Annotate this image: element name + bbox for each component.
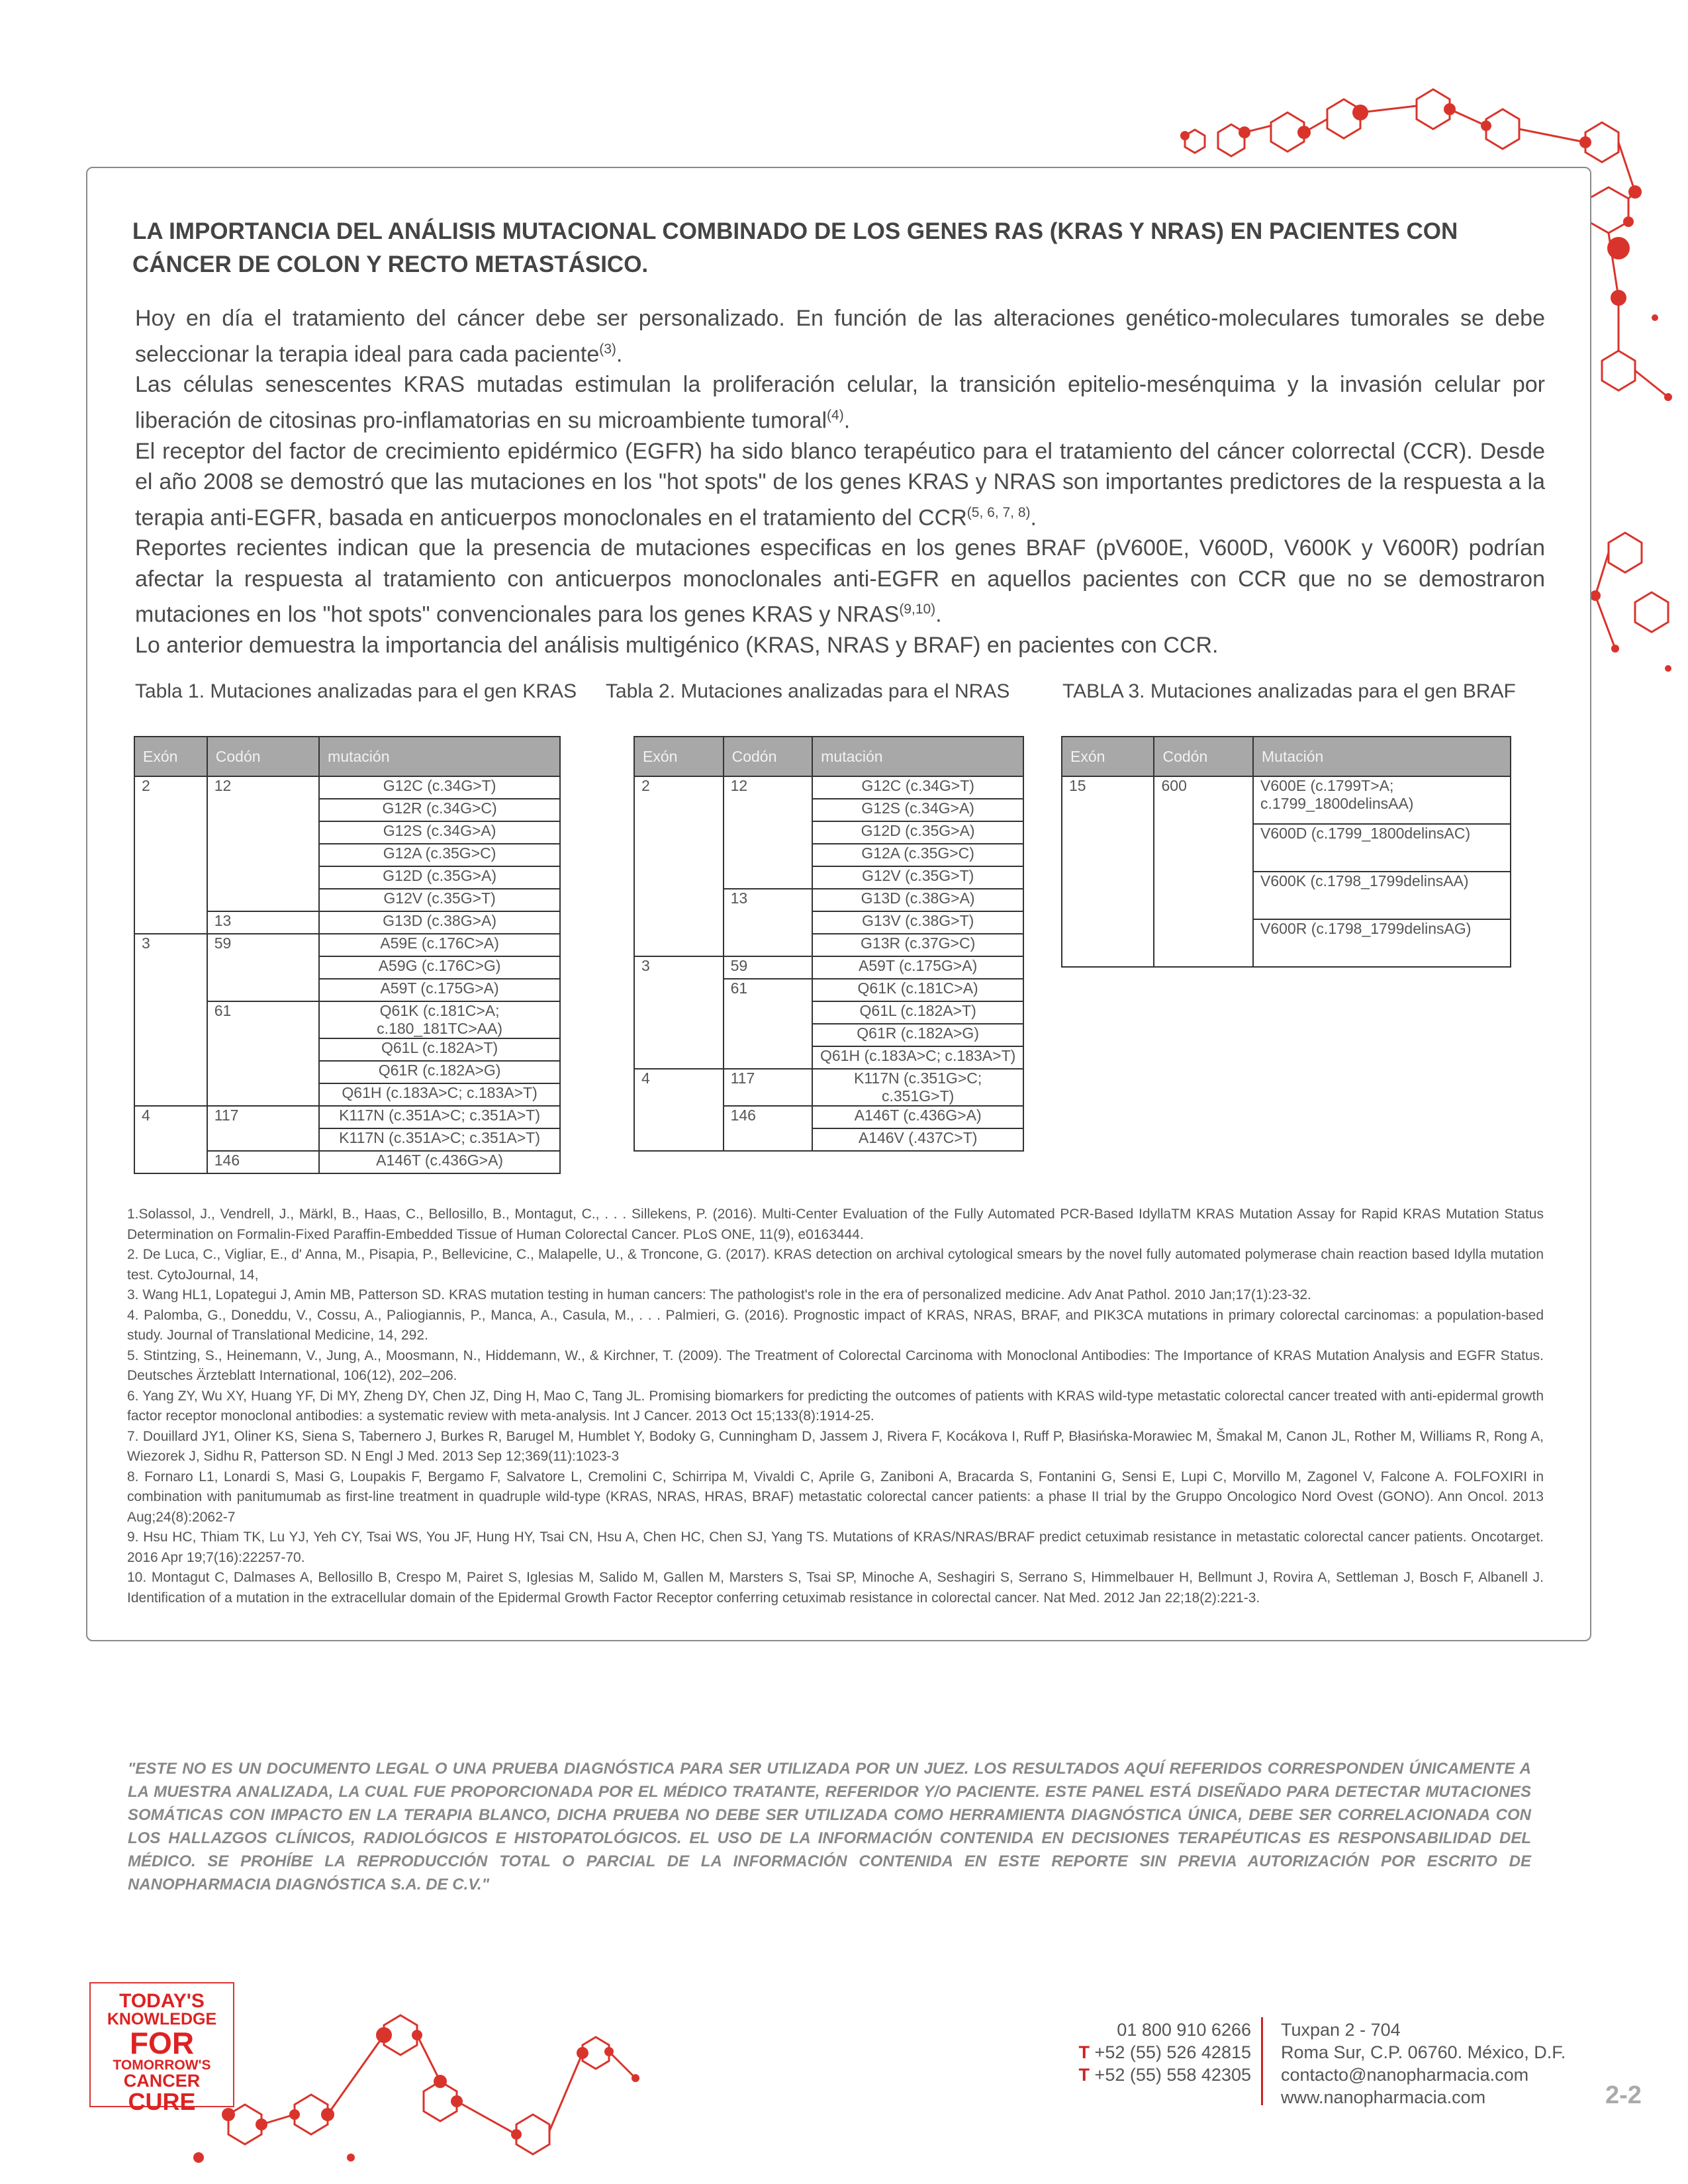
nras-cell-codon: 12 [724,776,813,799]
kras-cell-codon: 59 [207,934,319,956]
nras-cell-mutation: Q61R (c.182A>G) [812,1024,1023,1046]
table-row [634,799,1023,821]
nras-cell-codon: 117 [724,1069,813,1106]
citation-5-8: (5, 6, 7, 8) [966,504,1031,520]
table-row [634,1046,1023,1069]
kras-mutation-table [134,736,561,1174]
kras-cell-exon [134,821,207,844]
citation-9-10: (9,10) [899,602,936,617]
nras-cell-exon [634,821,724,844]
table-row [134,866,560,889]
kras-cell-exon [134,889,207,911]
paragraph-5: Lo anterior demuestra la importancia del análisis multigénico (KRAS, NRAS y BRAF) en pacientes con CCR. [135,633,1219,659]
table-row [134,1151,560,1173]
brand-logo [89,1982,234,2115]
reference-item: 6. Yang ZY, Wu XY, Huang YF, Di MY, Zheng DY, Chen JZ, Ding H, Mao C, Tang JL. Promising biomarkers for predicting the outcomes of patients with KRAS wild-type metastatic colorectal cancer treated with anti-epidermal growth factor receptor monoclonal antibodies: a systematic review with meta-analysis. Int J Cancer. 2013 Oct 15;133(8):1914-25. [127,1388,1544,1424]
table-row [634,866,1023,889]
nras-cell-exon [634,844,724,866]
kras-cell-codon: 117 [207,1106,319,1128]
nras-cell-mutation: G13D (c.38G>A) [812,889,1023,911]
table-row [134,1061,560,1083]
reference-item: 7. Douillard JY1, Oliner KS, Siena S, Tabernero J, Burkes R, Barugel M, Humblet Y, Bodoky G, Cunningham D, Jassem J, Rivera F, Kocákova I, Ruff P, Błasińska-Morawiec M, Šmakal M, Canon JL, Rother M, Williams R, Rong A, Wiezorek J, Sidhu R, Patterson SD. N Engl J Med. 2013 Sep 12;369(11):1023-3 [127,1428,1544,1464]
kras-cell-exon [134,1038,207,1061]
nras-cell-exon [634,799,724,821]
contact-phones [1049,2019,1251,2086]
nras-cell-exon: 4 [634,1069,724,1106]
nras-cell-mutation: G13V (c.38G>T) [812,911,1023,934]
kras-cell-codon [207,979,319,1001]
braf-cell-codon [1154,872,1253,919]
address-line-1: Tuxpan 2 - 704 [1281,2020,1401,2040]
kras-cell-mutation: A59E (c.176C>A) [319,934,560,956]
kras-cell-mutation: Q61L (c.182A>T) [319,1038,560,1061]
nras-cell-codon [724,934,813,956]
braf-cell-codon: 600 [1154,776,1253,824]
reference-item: 2. De Luca, C., Vigliar, E., d' Anna, M., Pisapia, P., Bellevicine, C., Malapelle, U., & Troncone, G. (2017). KRAS detection on archival cytological smears by the novel fully automated polymerase chain reaction based Idylla mutation test. CytoJournal, 14, [127,1247,1544,1283]
kras-cell-codon: 61 [207,1001,319,1038]
table-row [634,776,1023,799]
nras-cell-mutation: G12V (c.35G>T) [812,866,1023,889]
kras-cell-codon [207,866,319,889]
contact-email[interactable]: contacto@nanopharmacia.com [1281,2065,1529,2085]
braf-cell-mutation: V600D (c.1799_1800delinsAC) [1253,824,1511,872]
nras-cell-codon [724,1024,813,1046]
nras-cell-mutation: G12A (c.35G>C) [812,844,1023,866]
citation-4: (4) [827,407,844,423]
kras-cell-exon [134,1151,207,1173]
nras-cell-codon [724,1128,813,1151]
table-row [634,1001,1023,1024]
kras-table-caption: Tabla 1. Mutaciones analizadas para el gen KRAS [135,680,577,702]
phone-2: +52 (55) 558 42305 [1094,2065,1251,2085]
kras-cell-mutation: A59G (c.176C>G) [319,956,560,979]
kras-cell-mutation: G13D (c.38G>A) [319,911,560,934]
nras-cell-mutation: G12D (c.35G>A) [812,821,1023,844]
nras-cell-mutation: G13R (c.37G>C) [812,934,1023,956]
paragraph-3-text: El receptor del factor de crecimiento epidérmico (EGFR) ha sido blanco terapéutico para el tratamiento del cáncer colorrectal (CCR). Desde el año 2008 se demostró que las mutaciones en los "hot spots" de los genes KRAS y NRAS son importantes predictores de la respuesta a la terapia anti-EGFR, basada en anticuerpos monoclonales en el tratamiento del CCR [135,438,1545,530]
table-row [134,821,560,844]
paragraph-4-text: Reportes recientes indican que la presencia de mutaciones especificas en los genes BRAF (pV600E, V600D, V600K y V600R) podrían afectar la respuesta al tratamiento con anticuerpos monoclonales anti-EGFR en aquellos pacientes con CCR que no se demostraron mutaciones en los "hot spots" convencionales para los genes KRAS y NRAS [135,535,1545,627]
kras-cell-codon: 146 [207,1151,319,1173]
kras-cell-mutation: G12R (c.34G>C) [319,799,560,821]
braf-cell-exon [1062,872,1154,919]
logo-line-5: CANCER [123,2071,201,2091]
nras-cell-codon: 59 [724,956,813,979]
kras-cell-exon [134,1001,207,1038]
kras-cell-mutation: A59T (c.175G>A) [319,979,560,1001]
logo-line-2: KNOWLEDGE [107,2010,217,2028]
nras-cell-exon [634,1046,724,1069]
kras-cell-exon: 2 [134,776,207,799]
reference-item: 9. Hsu HC, Thiam TK, Lu YJ, Yeh CY, Tsai WS, You JF, Hung HY, Tsai CN, Hsu A, Chen HC, Chen SJ, Yang TS. Mutations of KRAS/NRAS/BRAF predict cetuximab resistance in metastatic colorectal cancer patients. Oncotarget. 2016 Apr 19;7(16):22257-70. [127,1529,1544,1565]
reference-item: 10. Montagut C, Dalmases A, Bellosillo B, Crespo M, Pairet S, Iglesias M, Salido M, Gallen M, Marsters S, Tsai SP, Minoche A, Seshagiri S, Serrano S, Himmelbauer H, Bellmunt J, Rovira A, Settleman J, Bosch F, Albanell J. Identification of a mutation in the extracellular domain of the Epidermal Growth Factor Receptor conferring cetuximab resistance in colorectal cancer. Nat Med. 2012 Jan 22;18(2):221-3. [127,1570,1544,1606]
phone-1: +52 (55) 526 42815 [1094,2042,1251,2062]
table-row [134,956,560,979]
table-row [634,956,1023,979]
braf-header-mutation: Mutación [1253,737,1511,776]
kras-header-mutation: mutación [319,737,560,776]
kras-cell-mutation: G12V (c.35G>T) [319,889,560,911]
table-row [1062,872,1511,919]
paragraph-3: El receptor del factor de crecimiento epidérmico (EGFR) ha sido blanco terapéutico para el tratamiento del cáncer colorrectal (CCR). Desde el año 2008 se demostró que las mutaciones en los "hot spots" de los genes KRAS y NRAS son importantes predictores de la respuesta a la terapia anti-EGFR, basada en anticuerpos monoclonales en el tratamiento del CCR$^{(5, 6, 7, 8)}$. [135,438,1545,530]
kras-cell-codon [207,1061,319,1083]
logo-line-4: TOMORROW'S [113,2058,211,2073]
references-list [127,1205,1544,1608]
citation-3: (3) [599,341,616,357]
table-row [634,889,1023,911]
table-row [134,1083,560,1106]
braf-cell-mutation: V600K (c.1798_1799delinsAA) [1253,872,1511,919]
kras-cell-mutation: Q61H (c.183A>C; c.183A>T) [319,1083,560,1106]
kras-cell-exon: 4 [134,1106,207,1128]
nras-header-exon: Exón [634,737,724,776]
table-row [634,934,1023,956]
nras-table-caption: Tabla 2. Mutaciones analizadas para el NRAS [606,680,1010,702]
kras-cell-codon: 13 [207,911,319,934]
braf-cell-mutation: V600R (c.1798_1799delinsAG) [1253,919,1511,967]
kras-cell-mutation: G12D (c.35G>A) [319,866,560,889]
kras-cell-exon: 3 [134,934,207,956]
kras-cell-exon [134,911,207,934]
nras-cell-mutation: A146T (c.436G>A) [812,1106,1023,1128]
table-row [134,776,560,799]
table-row [134,911,560,934]
kras-cell-exon [134,1061,207,1083]
table-row [134,844,560,866]
braf-cell-codon [1154,919,1253,967]
nras-cell-codon [724,911,813,934]
phone-2-row [1049,2064,1251,2086]
nras-cell-codon: 146 [724,1106,813,1128]
nras-cell-codon [724,1001,813,1024]
kras-cell-exon [134,1128,207,1151]
table-row [634,821,1023,844]
nras-cell-codon [724,821,813,844]
braf-header-codon: Codón [1154,737,1253,776]
table-row [134,1128,560,1151]
nras-cell-codon [724,844,813,866]
phone-1-row [1049,2041,1251,2064]
paragraph-4: Reportes recientes indican que la presencia de mutaciones especificas en los genes BRAF (pV600E, V600D, V600K y V600R) podrían afectar la respuesta al tratamiento con anticuerpos monoclonales anti-EGFR en aquellos pacientes con CCR que no se demostraron mutaciones en los "hot spots" convencionales para los genes KRAS y NRAS$^{(9,10)}$. [135,535,1545,627]
kras-header-codon: Codón [207,737,319,776]
reference-item: 8. Fornaro L1, Lonardi S, Masi G, Loupakis F, Bergamo F, Salvatore L, Cremolini C, Schirripa M, Vivaldi C, Aprile G, Zaniboni A, Bracarda S, Fontanini G, Sensi E, Lupi C, Morvillo M, Zagonel V, Falcone A. FOLFOXIRI in combination with panitumumab as first-line treatment in quadruple wild-type (KRAS, NRAS, HRAS, BRAF) metastatic colorectal cancer patients: a phase II trial by the Gruppo Oncologico Nord Ovest (GONO). Ann Oncol. 2013 Aug;24(8):2062-7 [127,1469,1544,1525]
page-title: LA IMPORTANCIA DEL ANÁLISIS MUTACIONAL COMBINADO DE LOS GENES RAS (KRAS Y NRAS) EN PACIENTES CON CÁNCER DE COLON Y RECTO METASTÁSICO. [132,218,1458,277]
table-row [134,799,560,821]
kras-cell-mutation: Q61K (c.181C>A; c.180_181TC>AA) [319,1001,560,1038]
braf-cell-mutation: V600E (c.1799T>A; c.1799_1800delinsAA) [1253,776,1511,824]
nras-cell-codon [724,866,813,889]
kras-cell-exon [134,799,207,821]
nras-cell-exon [634,911,724,934]
reference-item: 1.Solassol, J., Vendrell, J., Märkl, B., Haas, C., Bellosillo, B., Montagut, C., . . . Sillekens, P. (2016). Multi-Center Evaluation of the Fully Automated PCR-Based IdyllaTM KRAS Mutation Assay for Rapid KRAS Mutation Status Determination on Formalin-Fixed Paraffin-Embedded Tissue of Human Colorectal Cancer. PLoS ONE, 11(9), e0163444. [127,1206,1544,1242]
kras-cell-codon [207,821,319,844]
nras-cell-exon [634,934,724,956]
contact-divider [1261,2017,1263,2105]
nras-header-codon: Codón [724,737,813,776]
phone-main: 01 800 910 6266 [1117,2020,1251,2040]
paragraph-2: Las células senescentes KRAS mutadas estimulan la proliferación celular, la transición epitelio-mesénquima y la invasión celular por liberación de citosinas pro-inflamatorias en su microambiente tumoral$^{(4)}$. [135,372,1545,433]
table-row [134,934,560,956]
nras-cell-exon [634,889,724,911]
body-text [135,303,1545,661]
nras-header-mutation: mutación [812,737,1023,776]
braf-cell-exon [1062,824,1154,872]
table-row [134,889,560,911]
page-number: 2-2 [1605,2081,1642,2109]
kras-cell-codon [207,1128,319,1151]
nras-cell-mutation: G12C (c.34G>T) [812,776,1023,799]
paragraph-2-text: Las células senescentes KRAS mutadas estimulan la proliferación celular, la transición epitelio-mesénquima y la invasión celular por liberación de citosinas pro-inflamatorias en su microambiente tumoral [135,372,1545,433]
kras-cell-mutation: K117N (c.351A>C; c.351A>T) [319,1128,560,1151]
nras-cell-exon: 2 [634,776,724,799]
kras-cell-codon [207,889,319,911]
nras-cell-mutation: K117N (c.351G>C; c.351G>T) [812,1069,1023,1106]
logo-line-6: CURE [128,2088,196,2115]
table-row [634,911,1023,934]
kras-cell-mutation: G12S (c.34G>A) [319,821,560,844]
kras-cell-exon [134,844,207,866]
table-row [1062,776,1511,824]
nras-cell-mutation: Q61H (c.183A>C; c.183A>T) [812,1046,1023,1069]
nras-cell-exon [634,1024,724,1046]
kras-cell-exon [134,1083,207,1106]
table-row [634,1106,1023,1128]
nras-cell-mutation: G12S (c.34G>A) [812,799,1023,821]
table-row [134,1001,560,1038]
nras-cell-mutation: Q61K (c.181C>A) [812,979,1023,1001]
kras-cell-codon: 12 [207,776,319,799]
contact-website[interactable]: www.nanopharmacia.com [1281,2087,1486,2107]
kras-cell-codon [207,1083,319,1106]
nras-cell-exon [634,1128,724,1151]
table-row [634,1069,1023,1106]
kras-cell-exon [134,956,207,979]
reference-item: 4. Palomba, G., Doneddu, V., Cossu, A., Paliogiannis, P., Manca, A., Casula, M., . . . Palmieri, G. (2016). Prognostic impact of KRAS, NRAS, BRAF, and PIK3CA mutations in primary colorectal carcinomas: a population-based study. Journal of Translational Medicine, 14, 292. [127,1307,1544,1343]
braf-cell-exon [1062,919,1154,967]
address-line-2: Roma Sur, C.P. 06760. México, D.F. [1281,2042,1566,2062]
table-row [634,1024,1023,1046]
braf-mutation-table [1061,736,1511,968]
phone-label-2: T [1078,2065,1090,2085]
table-row [1062,824,1511,872]
paragraph-1-text: Hoy en día el tratamiento del cáncer debe ser personalizado. En función de las alteraciones genético-moleculares tumorales se debe seleccionar la terapia ideal para cada paciente [135,306,1545,367]
table-row [134,1106,560,1128]
kras-cell-exon [134,979,207,1001]
kras-cell-mutation: Q61R (c.182A>G) [319,1061,560,1083]
braf-header-exon: Exón [1062,737,1154,776]
legal-disclaimer: "ESTE NO ES UN DOCUMENTO LEGAL O UNA PRUEBA DIAGNÓSTICA PARA SER UTILIZADA POR UN JUEZ. LOS RESULTADOS AQUÍ REFERIDOS CORRESPONDEN ÚNICAMENTE A LA MUESTRA ANALIZADA, LA CUAL FUE PROPORCIONADA POR EL MÉDICO TRATANTE, REFERIDOR Y/O PACIENTE. ESTE PANEL ESTÁ DISEÑADO PARA DETECTAR MUTACIONES SOMÁTICAS CON IMPACTO EN LA TERAPIA BLANCO, DICHA PRUEBA NO DEBE SER UTILIZADA COMO HERRAMIENTA DIAGNÓSTICA ÚNICA, DEBE SER CORRELACIONADA CON LOS HALLAZGOS CLÍNICOS, RADIOLÓGICOS E HISTOPATOLÓGICOS. EL USO DE LA INFORMACIÓN CONTENIDA EN DECISIONES TERAPÉUTICAS ES RESPONSABILIDAD DEL MÉDICO. SE PROHÍBE LA REPRODUCCIÓN TOTAL O PARCIAL DE LA INFORMACIÓN CONTENIDA EN ESTE REPORTE SIN PREVIA AUTORIZACIÓN POR ESCRITO DE NANOPHARMACIA DIAGNÓSTICA S.A. DE C.V." [128,1760,1531,1893]
table-row [634,844,1023,866]
nras-cell-exon: 3 [634,956,724,979]
kras-cell-codon [207,799,319,821]
table-row [134,1038,560,1061]
nras-cell-mutation: Q61L (c.182A>T) [812,1001,1023,1024]
kras-cell-codon [207,956,319,979]
braf-cell-codon [1154,824,1253,872]
reference-item: 3. Wang HL1, Lopategui J, Amin MB, Patterson SD. KRAS mutation testing in human cancers: The pathologist's role in the era of personalized medicine. Adv Anat Pathol. 2010 Jan;17(1):23-32. [127,1287,1311,1302]
logo-line-3: FOR [129,2026,195,2060]
kras-cell-mutation: A146T (c.436G>A) [319,1151,560,1173]
kras-cell-codon [207,844,319,866]
kras-cell-mutation: G12C (c.34G>T) [319,776,560,799]
phone-label-1: T [1078,2042,1090,2062]
table-row [634,979,1023,1001]
table-row [634,1128,1023,1151]
kras-cell-codon [207,1038,319,1061]
nras-cell-exon [634,1001,724,1024]
kras-header-exon: Exón [134,737,207,776]
nras-cell-codon: 13 [724,889,813,911]
nras-cell-codon: 61 [724,979,813,1001]
kras-cell-exon [134,866,207,889]
nras-cell-mutation: A146V (.437C>T) [812,1128,1023,1151]
nras-mutation-table [633,736,1024,1152]
kras-cell-mutation: K117N (c.351A>C; c.351A>T) [319,1106,560,1128]
table-row [1062,919,1511,967]
nras-cell-mutation: A59T (c.175G>A) [812,956,1023,979]
nras-cell-exon [634,1106,724,1128]
braf-cell-exon: 15 [1062,776,1154,824]
nras-cell-codon [724,799,813,821]
paragraph-1: Hoy en día el tratamiento del cáncer debe ser personalizado. En función de las alteraciones genético-moleculares tumorales se debe seleccionar la terapia ideal para cada paciente$^{(3)}$. [135,306,1545,367]
contact-address [1281,2019,1612,2109]
nras-cell-codon [724,1046,813,1069]
logo-line-1: TODAY'S [119,1990,205,2012]
braf-table-caption: TABLA 3. Mutaciones analizadas para el gen BRAF [1062,680,1516,702]
reference-item: 5. Stintzing, S., Heinemann, V., Jung, A., Moosmann, N., Hiddemann, W., & Kirchner, T. (2009). The Treatment of Colorectal Carcinoma with Monoclonal Antibodies: The Importance of KRAS Mutation Analysis and EGFR Status. Deutsches Ärzteblatt International, 106(12), 202–206. [127,1347,1544,1383]
kras-cell-mutation: G12A (c.35G>C) [319,844,560,866]
nras-cell-exon [634,979,724,1001]
table-row [134,979,560,1001]
nras-cell-exon [634,866,724,889]
